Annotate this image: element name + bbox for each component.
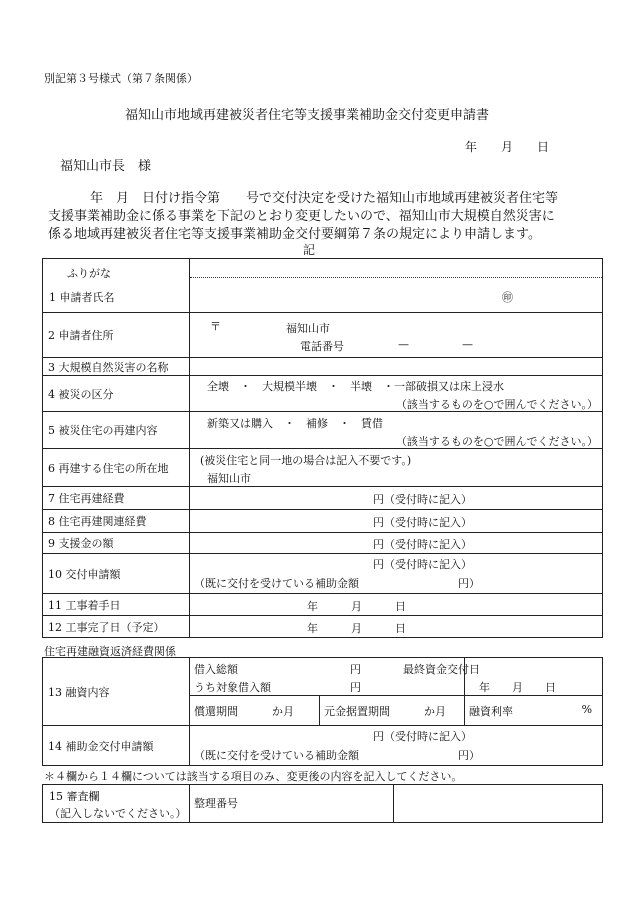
row-rebuild-content bbox=[43, 412, 603, 449]
repay-period-label: 償還期間 bbox=[194, 705, 238, 718]
postal-mark: 〒 bbox=[210, 320, 221, 333]
row-loan-amounts bbox=[43, 658, 603, 696]
address-city: 福知山市 bbox=[286, 322, 330, 335]
final-fund-date-label: 最終資金交付日 bbox=[403, 663, 481, 676]
construction-start-label: 11 工事着手日 bbox=[43, 594, 190, 616]
body-line-2: 支援事業補助金に係る事業を下記のとおり変更したいので、福知山市大規模自然災害に bbox=[48, 209, 555, 224]
row-support-amount bbox=[43, 533, 603, 554]
phone-dash-2: — bbox=[462, 338, 473, 351]
interest-rate-field[interactable] bbox=[465, 696, 603, 726]
rebuild-cost-value: 円（受付時に記入） bbox=[373, 493, 472, 506]
target-loan-label: うち対象借入額 bbox=[194, 681, 271, 694]
subsidy-request-field[interactable] bbox=[190, 726, 603, 766]
review-note: （記入しないでください。） bbox=[49, 807, 187, 820]
related-cost-field[interactable] bbox=[190, 510, 603, 533]
applicant-address-field[interactable] bbox=[190, 313, 603, 358]
rebuild-location-label: 6 再建する住宅の所在地 bbox=[43, 449, 190, 487]
grant-request-label: 10 交付申請額 bbox=[43, 554, 190, 594]
rebuild-cost-label: 7 住宅再建経費 bbox=[43, 487, 190, 510]
review-table bbox=[42, 784, 603, 823]
damage-options: 全壊 ・ 大規模半壊 ・ 半壊 ・一部破損又は床上浸水 bbox=[207, 380, 504, 393]
construction-end-field[interactable] bbox=[190, 616, 603, 638]
repay-period-field[interactable] bbox=[190, 696, 320, 726]
rebuild-cost-field[interactable] bbox=[190, 487, 603, 510]
addressee: 福知山市長 様 bbox=[60, 159, 152, 174]
loan-table bbox=[42, 657, 603, 766]
row-applicant-name bbox=[43, 259, 603, 313]
row-rebuild-location bbox=[43, 449, 603, 487]
support-amount-field[interactable] bbox=[190, 533, 603, 554]
rebuild-location-field[interactable] bbox=[190, 449, 603, 487]
damage-category-field[interactable] bbox=[190, 376, 603, 412]
review-label: 15 審査欄 bbox=[49, 790, 100, 803]
reference-number-cell[interactable] bbox=[190, 785, 394, 823]
grace-period-field[interactable] bbox=[320, 696, 465, 726]
applicant-address-label: 2 申請者住所 bbox=[43, 313, 190, 358]
furigana-label: ふりがな bbox=[67, 267, 111, 280]
ki-mark: 記 bbox=[303, 243, 316, 257]
final-fund-date-value: 年 月 日 bbox=[479, 681, 557, 694]
loan-content-label: 13 融資内容 bbox=[43, 658, 190, 726]
section-heading-loan: 住宅再建融資返済経費関係 bbox=[44, 645, 176, 658]
rebuild-options: 新築又は購入 ・ 補修 ・ 賃借 bbox=[207, 417, 383, 430]
support-amount-label: 9 支援金の額 bbox=[43, 533, 190, 554]
related-cost-label: 8 住宅再建関連経費 bbox=[43, 510, 190, 533]
construction-start-date: 年 月 日 bbox=[307, 600, 406, 613]
percent-sign: % bbox=[581, 703, 593, 716]
grace-period-unit: か月 bbox=[424, 705, 446, 718]
loan-total-label: 借入総額 bbox=[194, 663, 238, 676]
repay-period-unit: か月 bbox=[272, 705, 294, 718]
disaster-name-field[interactable] bbox=[190, 358, 603, 376]
row-subsidy-request bbox=[43, 726, 603, 766]
row-grant-request bbox=[43, 554, 603, 594]
footnote: ＊４欄から１４欄については該当する項目のみ、変更後の内容を記入してください。 bbox=[44, 770, 463, 783]
form-number: 別記第３号様式（第７条関係） bbox=[44, 72, 198, 85]
row-review bbox=[43, 785, 603, 823]
row-construction-end bbox=[43, 616, 603, 638]
grant-request-value: 円（受付時に記入） bbox=[373, 558, 472, 571]
rebuild-content-field[interactable] bbox=[190, 412, 603, 449]
review-label-cell bbox=[43, 785, 190, 823]
rebuild-note: （該当するものを○で囲んでください。） bbox=[395, 435, 598, 448]
review-blank-cell[interactable] bbox=[394, 785, 603, 823]
related-cost-value: 円（受付時に記入） bbox=[373, 516, 472, 529]
row-disaster-name bbox=[43, 358, 603, 376]
rebuild-location-city: 福知山市 bbox=[207, 472, 251, 485]
damage-category-label: 4 被災の区分 bbox=[43, 376, 190, 412]
rebuild-location-note: (被災住宅と同一地の場合は記入不要です。) bbox=[200, 454, 412, 467]
furigana-divider bbox=[190, 277, 602, 278]
grace-period-label: 元金据置期間 bbox=[324, 705, 390, 718]
applicant-name-label: 1 申請者氏名 bbox=[49, 291, 115, 304]
applicant-name-field[interactable] bbox=[190, 259, 603, 313]
body-line-3: 係る地域再建被災者住宅等支援事業補助金交付要綱第７条の規定により申請します。 bbox=[48, 227, 541, 242]
phone-dash-1: — bbox=[398, 338, 409, 351]
construction-end-label: 12 工事完了日（予定） bbox=[43, 616, 190, 638]
grant-request-field[interactable] bbox=[190, 554, 603, 594]
body-line-1: 年 月 日付け指令第 号で交付決定を受けた福知山市地域再建被災者住宅等 bbox=[90, 191, 559, 206]
row-damage-category bbox=[43, 376, 603, 412]
row-construction-start bbox=[43, 594, 603, 616]
subsidy-request-received: （既に交付を受けている補助金額 円） bbox=[194, 749, 480, 762]
rebuild-content-label: 5 被災住宅の再建内容 bbox=[43, 412, 190, 449]
support-amount-value: 円（受付時に記入） bbox=[373, 538, 472, 551]
date-line: 年 月 日 bbox=[465, 140, 550, 154]
row-related-cost bbox=[43, 510, 603, 533]
seal-mark: ㊞ bbox=[502, 291, 513, 304]
construction-start-field[interactable] bbox=[190, 594, 603, 616]
construction-end-date: 年 月 日 bbox=[307, 622, 406, 635]
subsidy-request-label: 14 補助金交付申請額 bbox=[43, 726, 190, 766]
reference-number-label: 整理番号 bbox=[194, 797, 238, 810]
disaster-name-label: 3 大規模自然災害の名称 bbox=[43, 358, 190, 376]
row-rebuild-cost bbox=[43, 487, 603, 510]
final-fund-date-cell[interactable] bbox=[403, 658, 603, 696]
interest-rate-label: 融資利率 bbox=[469, 705, 514, 718]
row-applicant-address bbox=[43, 313, 603, 358]
subsidy-request-value: 円（受付時に記入） bbox=[373, 730, 472, 743]
damage-note: （該当するものを○で囲んでください。） bbox=[395, 398, 598, 411]
application-table bbox=[42, 258, 603, 638]
loan-total-yen: 円 bbox=[350, 663, 361, 676]
page-title: 福知山市地域再建被災者住宅等支援事業補助金交付変更申請書 bbox=[125, 108, 490, 123]
phone-label: 電話番号 bbox=[300, 340, 344, 353]
target-loan-yen: 円 bbox=[350, 681, 361, 694]
grant-request-received: （既に交付を受けている補助金額 円） bbox=[194, 577, 480, 590]
